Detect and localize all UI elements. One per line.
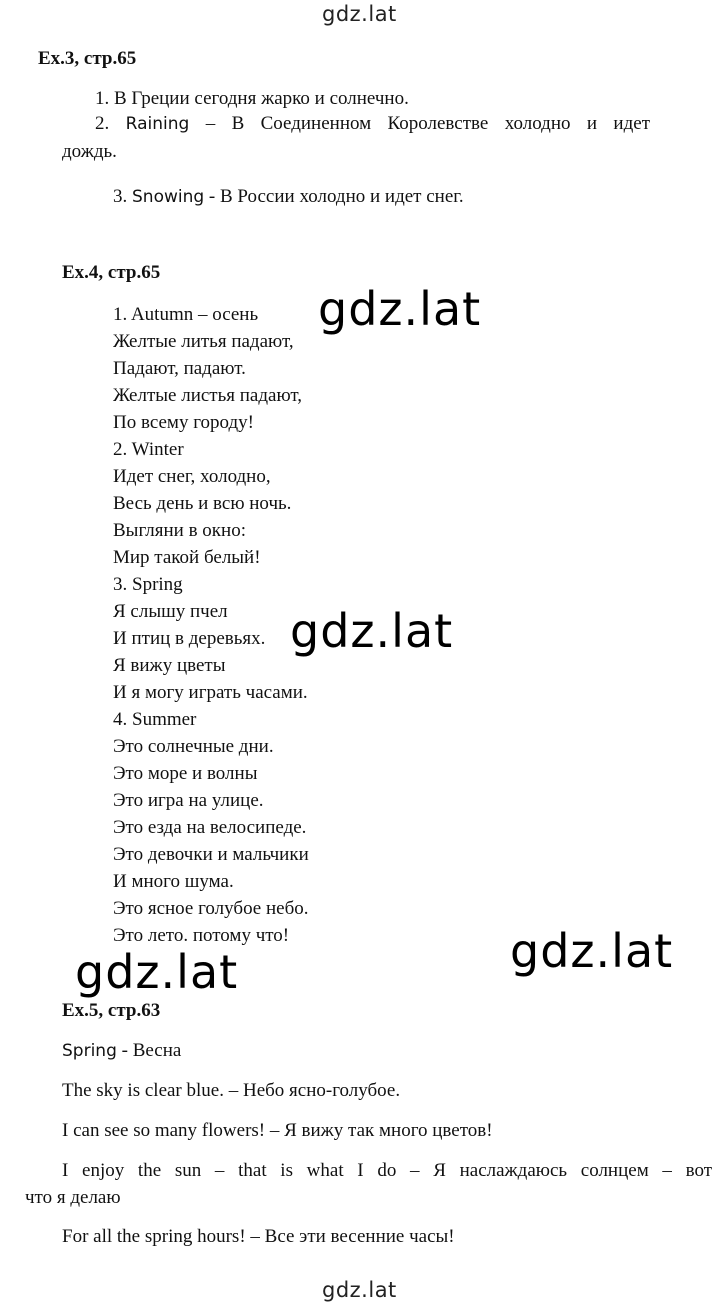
poem-line: Я вижу цветы: [113, 655, 226, 676]
ex5-line-1-russian: - Весна: [121, 1040, 182, 1061]
ex3-item-2-russian: – В Соединенном Королевстве холодно и идет: [205, 113, 651, 134]
watermark-large: gdz.lat: [510, 924, 674, 978]
poem-line: 2. Winter: [113, 439, 184, 460]
poem-line: И птиц в деревьях.: [113, 628, 266, 649]
poem-line: Это игра на улице.: [113, 790, 264, 811]
watermark-large: gdz.lat: [75, 945, 239, 999]
poem-line: Я слышу пчел: [113, 601, 228, 622]
watermark-large: gdz.lat: [290, 604, 454, 658]
ex3-item-3-russian: - В России холодно и идет снег.: [208, 186, 464, 207]
ex3-item-2-line-2: дождь.: [62, 141, 117, 162]
poem-line: Идет снег, холодно,: [113, 466, 271, 487]
ex3-item-3: [113, 186, 464, 208]
poem-line: Весь день и всю ночь.: [113, 493, 292, 514]
poem-line: И много шума.: [113, 871, 234, 892]
ex5-heading: Ex.5, стр.63: [62, 1000, 161, 1021]
ex5-line-4-part-2: что я делаю: [25, 1187, 121, 1208]
ex5-line-3: I can see so many flowers! – Я вижу так много цветов!: [62, 1120, 493, 1141]
poem-line: Это лето. потому что!: [113, 925, 290, 946]
ex4-heading: Ex.4, стр.65: [62, 262, 161, 283]
ex5-line-2: The sky is clear blue. – Небо ясно-голубое.: [62, 1080, 401, 1101]
ex5-line-1-english: Spring: [62, 1041, 117, 1061]
poem-line: 3. Spring: [113, 574, 183, 595]
poem-line: Это девочки и мальчики: [113, 844, 309, 865]
watermark-bottom: gdz.lat: [322, 1278, 397, 1302]
poem-line: Выгляни в окно:: [113, 520, 246, 541]
poem-line: Желтые литья падают,: [113, 331, 294, 352]
poem-line: Падают, падают.: [113, 358, 246, 379]
watermark-large: gdz.lat: [318, 282, 482, 336]
poem-line: По всему городу!: [113, 412, 254, 433]
poem-line: 1. Autumn – осень: [113, 304, 259, 325]
ex5-line-5: For all the spring hours! – Все эти весенние часы!: [62, 1226, 455, 1247]
ex3-item-3-number: 3.: [113, 186, 128, 207]
ex4-poem: [113, 301, 309, 949]
poem-line: 4. Summer: [113, 709, 197, 730]
poem-line: Это солнечные дни.: [113, 736, 274, 757]
poem-line: И я могу играть часами.: [113, 682, 308, 703]
ex5-line-1: [62, 1040, 181, 1062]
ex3-item-2-number: 2.: [95, 113, 110, 134]
poem-line: Это море и волны: [113, 763, 258, 784]
poem-line: Это ясное голубое небо.: [113, 898, 309, 919]
ex5-line-4-part-1: I enjoy the sun – that is what I do – Я наслаждаюсь солнцем – вот: [62, 1160, 712, 1181]
ex3-item-1: 1. В Греции сегодня жарко и солнечно.: [95, 88, 409, 109]
poem-line: Желтые листья падают,: [113, 385, 303, 406]
ex3-heading: Ex.3, стр.65: [38, 48, 137, 69]
poem-line: Мир такой белый!: [113, 547, 261, 568]
watermark-top: gdz.lat: [322, 2, 397, 26]
ex3-item-2-line-1: [95, 113, 650, 135]
ex3-item-3-english: Snowing: [132, 187, 205, 207]
ex3-item-2-english: Raining: [125, 114, 190, 134]
poem-line: Это езда на велосипеде.: [113, 817, 307, 838]
